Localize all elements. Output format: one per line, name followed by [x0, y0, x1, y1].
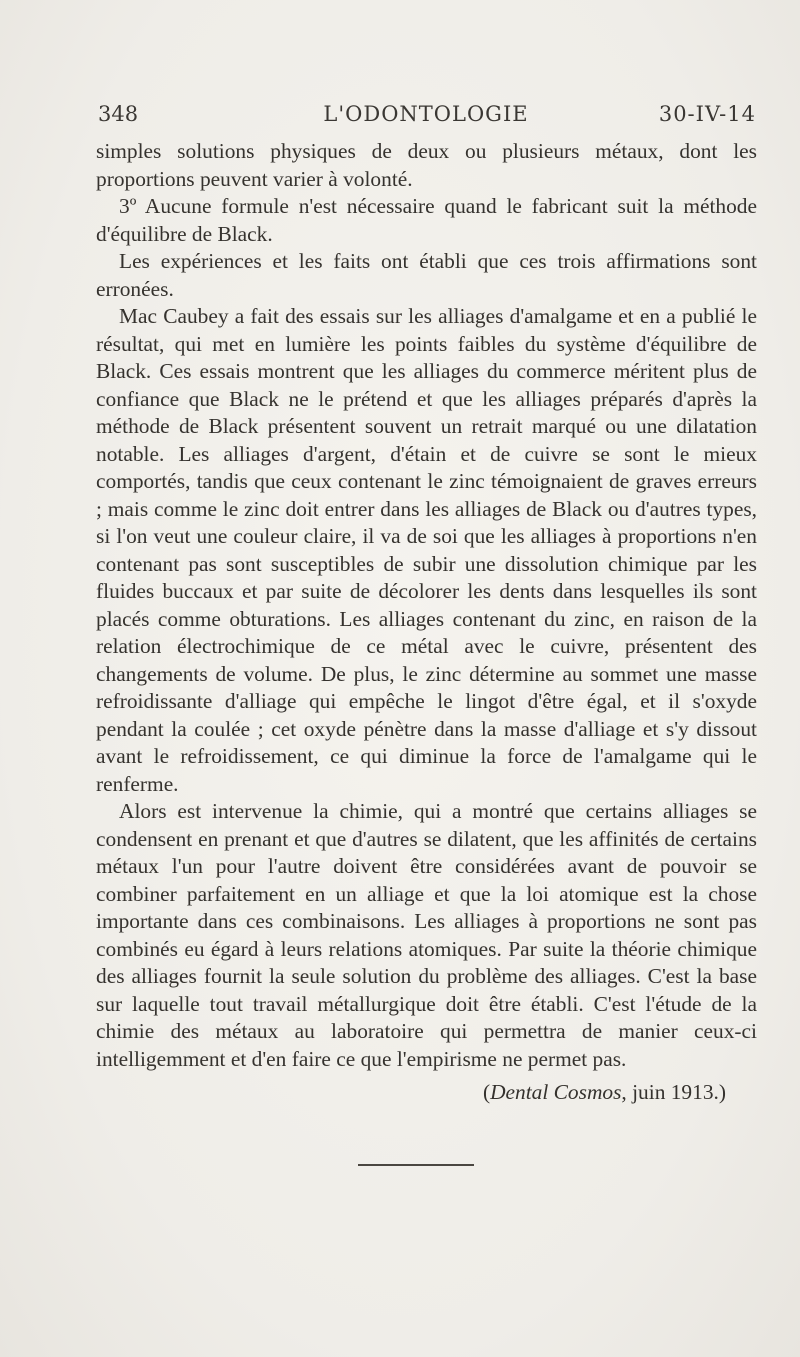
citation-open: ( — [482, 1080, 491, 1104]
paragraph-chemistry: Alors est intervenue la chimie, qui a montré que certains alliages se condensent en prenant et que d'autres se dilatent, que les affinités de certains métaux l'un pour l'autre doivent être considérées avant de pouvoir se combiner parfaitement en un alliage et que la loi atomique est la chose importante dans ces combinaisons. Les alliages à proportions ne sont pas combinés eu égard à leurs relations atomiques. Par suite la théorie chimique des alliages fournit la seule solution du problème des alliages. C'est la base sur laquelle tout travail métallurgique doit être établi. C'est l'étude de la chimie des métaux au laboratoire qui permettra de manier ceux-ci intelligemment et d'en faire ce que l'empirisme ne permet pas. — [96, 799, 757, 1071]
paragraph-continuation: simples solutions physiques de deux ou plusieurs métaux, dont les proportions peuvent varier à volonté. — [96, 139, 757, 191]
body-text — [96, 138, 757, 1073]
issue-date: 30-IV-14 — [658, 102, 756, 126]
citation-detail: , juin 1913.) — [621, 1080, 726, 1104]
running-title: L'ODONTOLOGIE — [323, 102, 529, 126]
citation-source: Dental Cosmos — [490, 1080, 622, 1104]
running-header — [96, 102, 756, 132]
paragraph-mac-caubey: Mac Caubey a fait des essais sur les alliages d'amalgame et en a publié le résultat, qui met en lumière les points faibles du système d'équilibre de Black. Ces essais montrent que les alliages du commerce méritent plus de confiance que Black ne le prétend et que les alliages préparés d'après la méthode de Black présentent souvent un retrait marqué ou une dilatation notable. Les alliages d'argent, d'étain et de cuivre se sont le mieux comportés, tandis que ceux contenant le zinc témoignaient de graves erreurs ; mais comme le zinc doit entrer dans les alliages de Black ou d'autres types, si l'on veut une couleur claire, il va de soi que les alliages à proportions n'en contenant pas sont susceptibles de subir une dissolution chimique par les fluides buccaux et par suite de décolorer les dents dans lesquelles ils sont placés comme obturations. Les alliages contenant du zinc, en raison de la relation électrochimique de ce métal avec le cuivre, présentent des changements de volume. De plus, le zinc détermine au sommet une masse refroidissante d'alliage qui empêche le lingot d'être égal, et il s'oxyde pendant la coulée ; cet oxyde pénètre dans la masse d'alliage et s'y dissout avant le refroidissement, ce qui diminue la force de l'amalgame qui le renferme. — [96, 304, 757, 796]
section-divider-rule — [358, 1164, 474, 1166]
citation — [483, 1080, 726, 1105]
paragraph-point-3: 3º Aucune formule n'est nécessaire quand le fabricant suit la méthode d'équilibre de Black. — [96, 194, 757, 246]
page-number: 348 — [98, 102, 139, 126]
paragraph-conclusion: Les expériences et les faits ont établi que ces trois affirmations sont erronées. — [96, 249, 757, 301]
